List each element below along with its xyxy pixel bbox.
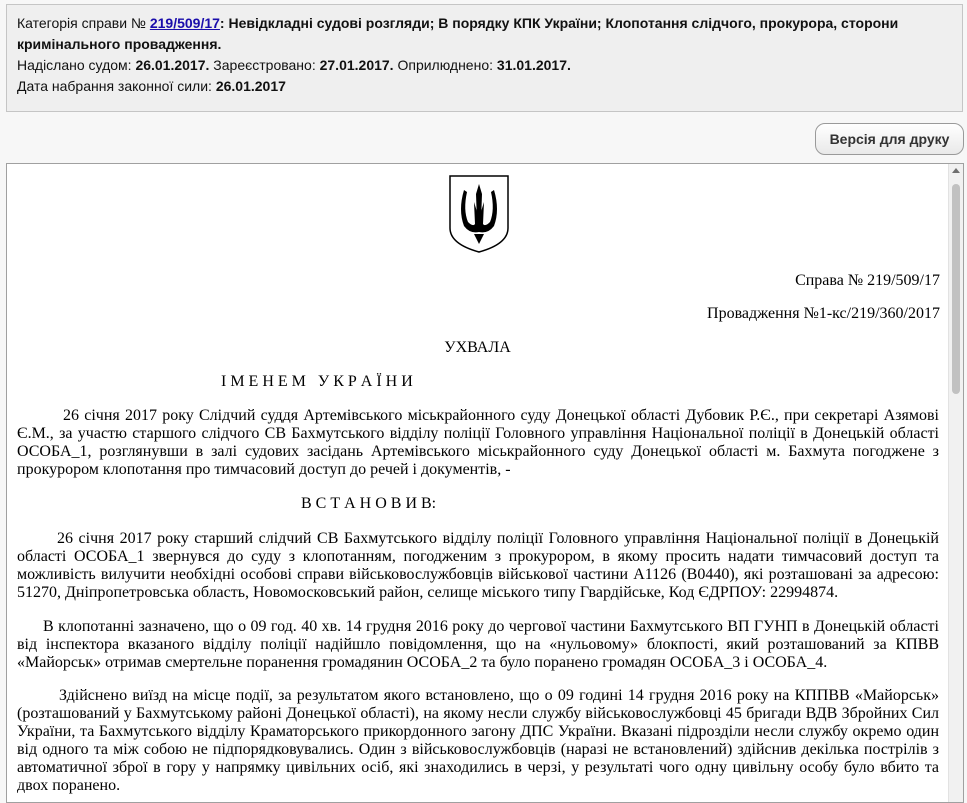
sent-date: 26.01.2017.	[135, 57, 210, 73]
published-label: Оприлюднено:	[397, 57, 494, 73]
category-text: : Невідкладні судові розгляди; В порядку КПК України; Клопотання слідчого, прокурора, сторони кримінального провадження.	[17, 15, 899, 52]
paragraph-2: В клопотанні зазначено, що о 09 год. 40 хв. 14 грудня 2016 року до чергової частини Бахмутського ВП ГУНП в Донецькій області від інспектора вказаного відділу поліції надійшло повідомлення, що на «нульовому» блокпості, який розташований за КПВВ «Майорськ» отримав смертельне поранення громадянин ОСОБА_2 та було поранено громадян ОСОБА_3 і ОСОБА_4.	[17, 618, 939, 671]
in-the-name-heading: І М Е Н Е М У К Р А Ї Н И	[221, 373, 413, 390]
legal-force-label: Дата набрання законної сили:	[17, 78, 212, 94]
case-category-line	[17, 13, 952, 55]
scroll-up-icon[interactable]	[952, 168, 960, 173]
case-info-panel	[6, 4, 963, 112]
published-date: 31.01.2017.	[496, 57, 571, 73]
document-title: УХВАЛА	[444, 339, 511, 356]
registered-date: 27.01.2017.	[319, 57, 394, 73]
document-body	[7, 164, 948, 802]
proceeding-number: Провадження №1-кс/219/360/2017	[707, 305, 940, 322]
paragraph-1: 26 січня 2017 року старший слідчий СВ Бахмутського відділу поліції Головного управління Національної поліції в Донецькій області ОСОБА_1 звернувся до суду з клопотанням, погодженим з прокурором, в якому просить надати тимчасовий доступ та можливість вилучити необхідні особові справи військовослужбовців військової частини А1126 (В0440), які розташовані за адресою: 51270, Дніпропетровська область, Новомосковський район, селище міського типу Гвардійське, Код ЄДРПОУ: 22994874.	[17, 530, 939, 601]
legal-force-date: 26.01.2017	[215, 78, 286, 94]
case-number-link[interactable]: 219/509/17	[149, 15, 220, 31]
sent-label: Надіслано судом:	[17, 57, 132, 73]
established-heading: В С Т А Н О В И В:	[301, 495, 437, 512]
registered-label: Зареєстровано:	[213, 57, 316, 73]
paragraph-3: Здійснено виїзд на місце події, за результатом якого встановлено, що о 09 годині 14 грудня 2016 року на КППВВ «Майорськ» (розташований у Бахмутському районі Донецької області), на якому несли службу військовослужбовці 45 бригади ВДВ Збройних Сил України, та Бахмутського відділу Краматорського прикордонного загону ДПС України. Вказані підрозділи несли службу окремо один від одного та між собою не підпорядковувались. Один з військовослужбовців (наразі не встановлений) здійснив декілька пострілів з автоматичної зброї в гору у напрямку цивільних осіб, які знаходились в черзі, у результаті чого одну цивільну особу було вбито та двох поранено.	[17, 687, 939, 794]
dates-line	[17, 55, 952, 76]
case-number: Справа № 219/509/17	[795, 272, 940, 289]
vertical-scrollbar[interactable]	[948, 164, 963, 802]
scrollbar-thumb[interactable]	[952, 184, 960, 394]
coat-of-arms-icon	[448, 174, 510, 254]
category-prefix: Категорія справи №	[17, 15, 146, 31]
print-version-button[interactable]: Версія для друку	[815, 123, 964, 155]
intro-paragraph: 26 січня 2017 року Слідчий суддя Артемівського міськрайонного суду Донецької області Дубовик Р.Є., при секретарі Азямові Є.М., за участю старшого слідчого СВ Бахмутського відділу поліції Головного управління Національної поліції в Донецькій області ОСОБА_1, розглянувши в залі судових засідань Артемівського міськрайонного суду Донецької області м. Бахмута погоджене з прокурором клопотання про тимчасовий доступ до речей і документів, -	[17, 407, 939, 478]
document-frame[interactable]	[6, 163, 964, 803]
legal-force-line	[17, 76, 952, 97]
